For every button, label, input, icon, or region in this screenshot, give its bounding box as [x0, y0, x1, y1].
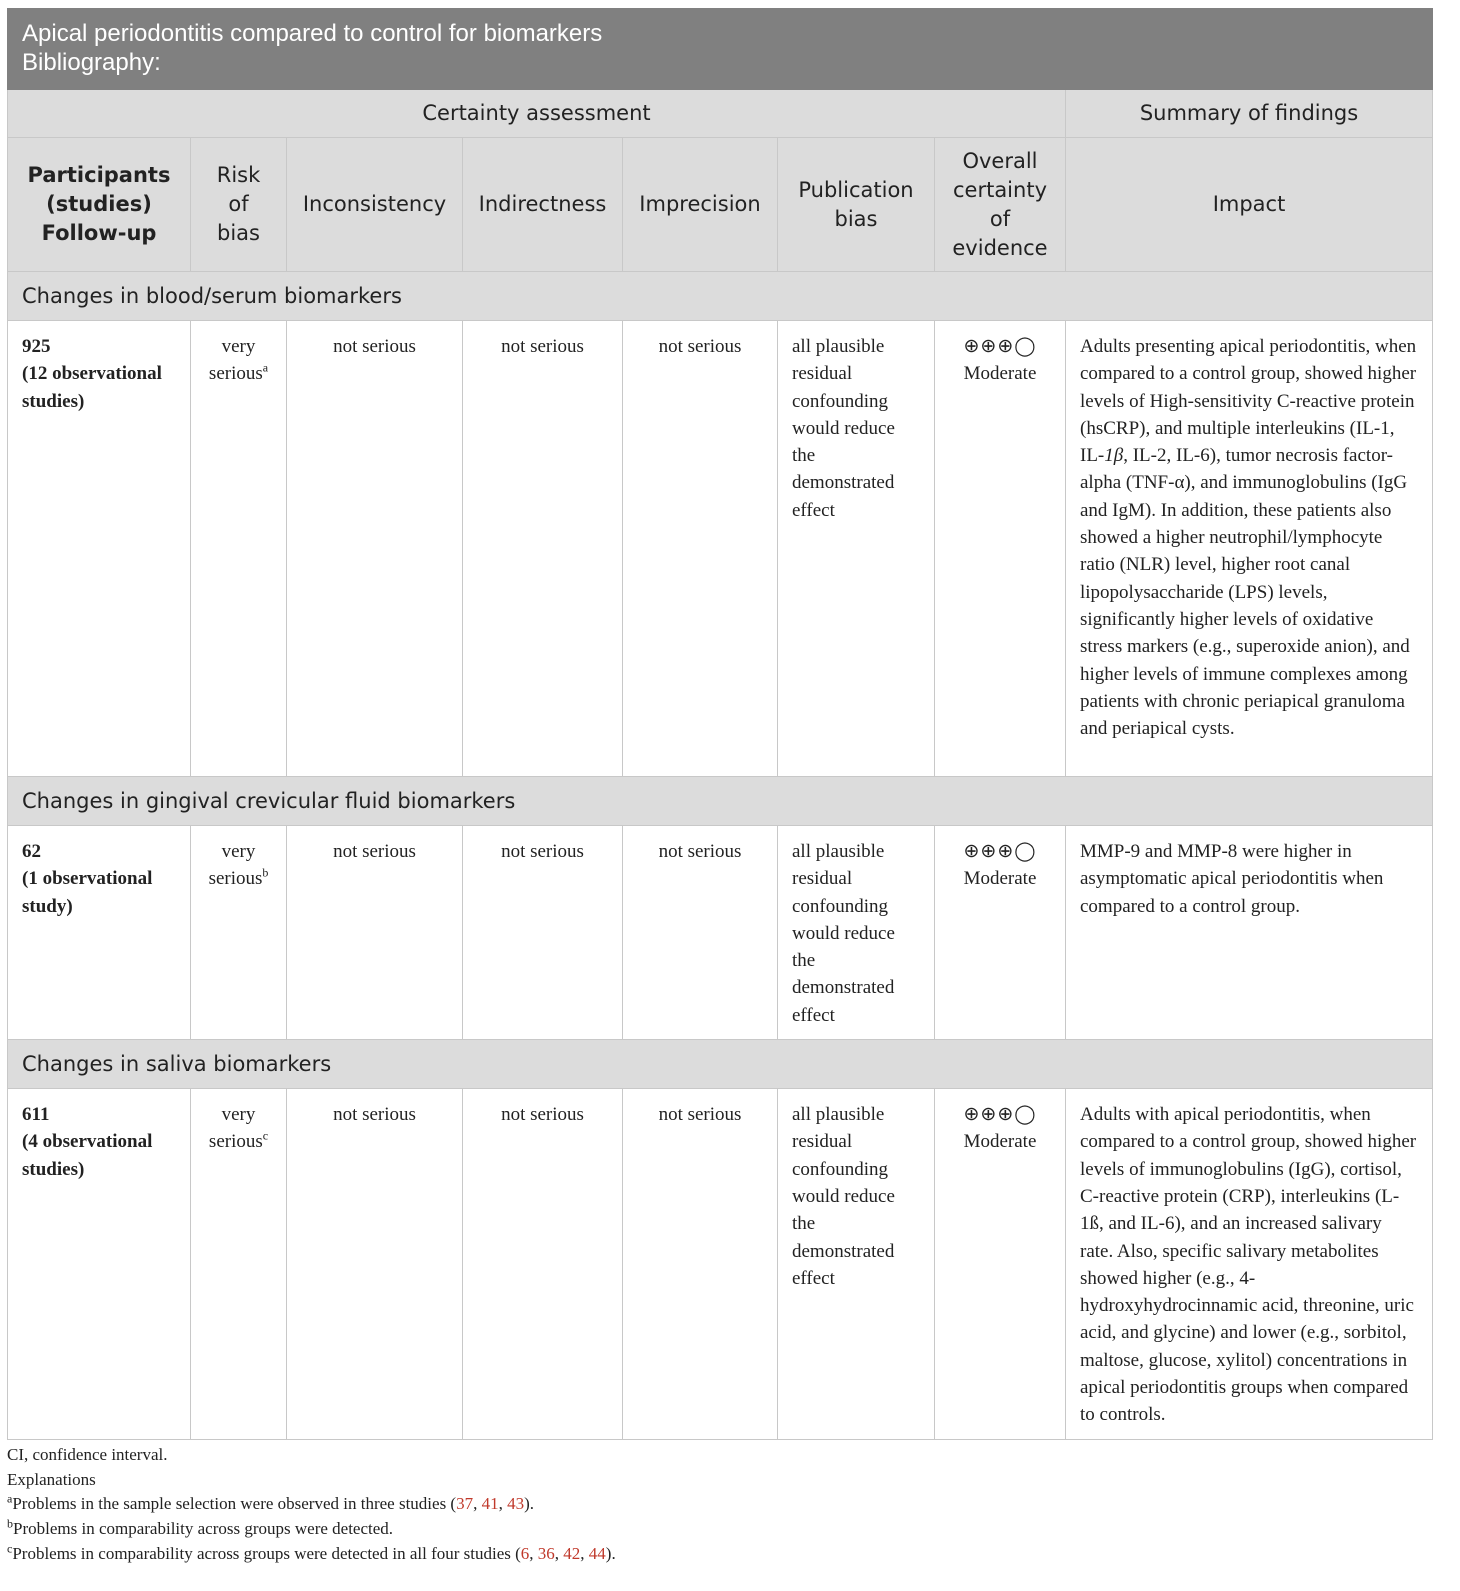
inconsistency-cell: not serious — [287, 1089, 463, 1440]
footnote-marker: c — [262, 1129, 269, 1144]
footnote-text: Problems in comparability across groups were detected in all four studies ( — [12, 1543, 521, 1563]
column-header-overall-line: evidence — [952, 235, 1048, 260]
footnote-explanations-heading: Explanations — [7, 1469, 96, 1489]
publication-bias-cell: all plausible residual confounding would reduce the demonstrated effect — [778, 826, 935, 1040]
table-title-line-1: Apical periodontitis compared to control for biomarkers — [22, 20, 603, 47]
publication-bias-cell: all plausible residual confounding would reduce the demonstrated effect — [778, 1089, 935, 1440]
column-header-risk-line: bias — [217, 221, 260, 245]
risk-of-bias-value: very serious — [208, 1104, 263, 1153]
footnote-marker: a — [262, 360, 269, 375]
reference-link[interactable]: 44 — [588, 1543, 606, 1563]
certainty-label: Moderate — [963, 363, 1037, 385]
column-header-indirectness: Indirectness — [463, 138, 623, 272]
risk-of-bias-cell — [191, 826, 287, 1040]
column-header-inconsistency: Inconsistency — [287, 138, 463, 272]
impact-cell: Adults with apical periodontitis, when compared to a control group, showed higher levels of immunoglobulins (IgG), cortisol, C-reactive protein (CRP), interleukins (L-1ß, and IL-6), and an increased salivary rate. Also, specific salivary metabolites showed higher (e.g., 4-hydroxyhydrocinnamic acid, threonine, uric acid, and glycine) and lower (e.g., sorbitol, maltose, glucose, xylitol) concentrations in apical periodontitis groups when compared to controls. — [1066, 1089, 1433, 1440]
column-header-risk-line: of — [228, 192, 249, 216]
participants-cell — [8, 321, 191, 777]
risk-of-bias-value: very serious — [208, 841, 263, 890]
publication-bias-cell: all plausible residual confounding would reduce the demonstrated effect — [778, 321, 935, 777]
indirectness-cell: not serious — [463, 826, 623, 1040]
participants-count: 611 — [22, 1104, 50, 1126]
participants-studies: (1 observational study) — [22, 868, 153, 917]
participants-count: 62 — [22, 841, 41, 862]
column-header-overall-certainty — [935, 138, 1066, 272]
group-header-summary: Summary of findings — [1066, 90, 1433, 138]
risk-of-bias-value: very serious — [208, 336, 263, 385]
inconsistency-cell: not serious — [287, 321, 463, 777]
table-row — [8, 826, 1433, 1040]
participants-cell — [8, 1089, 191, 1440]
impact-cell: MMP-9 and MMP-8 were higher in asymptomatic apical periodontitis when compared to a control group. — [1066, 826, 1433, 1040]
section-header-gingival-fluid: Changes in gingival crevicular fluid biomarkers — [8, 777, 1433, 826]
overall-certainty-cell — [935, 321, 1066, 777]
overall-certainty-cell — [935, 826, 1066, 1040]
column-header-publication-line: Publication — [798, 177, 914, 202]
risk-of-bias-cell — [191, 321, 287, 777]
impact-text: Adults presenting apical periodontitis, when compared to a control group, showed higher levels of High-sensitivity C-reactive protein (hsCRP), and multiple interleukins (IL-1, IL- — [1080, 336, 1417, 467]
reference-link[interactable]: 6 — [520, 1543, 530, 1563]
column-header-participants-line: Participants — [27, 163, 171, 187]
reference-link[interactable]: 36 — [537, 1543, 555, 1563]
risk-of-bias-cell — [191, 1089, 287, 1440]
column-header-participants-line: (studies) — [46, 192, 152, 216]
table-row — [8, 321, 1433, 777]
indirectness-cell: not serious — [463, 1089, 623, 1440]
column-header-publication-bias — [778, 138, 935, 272]
footnote-text-end: ). — [605, 1543, 616, 1563]
imprecision-cell: not serious — [623, 321, 778, 777]
participants-studies: (12 observational studies) — [22, 363, 162, 412]
indirectness-cell: not serious — [463, 321, 623, 777]
impact-text-italic: 1β — [1104, 445, 1124, 467]
table-title-line-2: Bibliography: — [22, 49, 161, 76]
participants-cell — [8, 826, 191, 1040]
table-footnotes — [7, 1443, 1432, 1567]
participants-count: 925 — [22, 336, 51, 357]
column-header-overall-line: Overall — [962, 148, 1038, 173]
footnote-marker: b — [262, 865, 269, 880]
table-row — [8, 1089, 1433, 1440]
participants-studies: (4 observational studies) — [22, 1131, 153, 1180]
column-header-risk-of-bias — [191, 138, 287, 272]
reference-link[interactable]: 41 — [481, 1494, 499, 1514]
footnote-ci: CI, confidence interval. — [7, 1445, 168, 1464]
column-header-participants-line: Follow-up — [41, 221, 157, 245]
column-header-overall-line: certainty — [952, 177, 1047, 202]
imprecision-cell: not serious — [623, 1089, 778, 1440]
group-header-certainty: Certainty assessment — [8, 90, 1066, 138]
column-header-impact: Impact — [1066, 138, 1433, 272]
section-header-saliva: Changes in saliva biomarkers — [8, 1040, 1433, 1089]
table-title — [8, 9, 1433, 90]
impact-cell — [1066, 321, 1433, 777]
section-header-blood-serum: Changes in blood/serum biomarkers — [8, 272, 1433, 321]
footnote-mark: a — [7, 1491, 13, 1506]
evidence-profile-table — [7, 8, 1433, 1440]
footnote-b — [7, 1517, 1432, 1542]
evidence-table-container — [7, 8, 1432, 1440]
overall-certainty-cell — [935, 1089, 1066, 1440]
column-header-imprecision: Imprecision — [623, 138, 778, 272]
certainty-label: Moderate — [963, 1131, 1037, 1153]
reference-link[interactable]: 43 — [507, 1494, 525, 1514]
column-header-risk-line: Risk — [216, 163, 261, 187]
inconsistency-cell: not serious — [287, 826, 463, 1040]
footnote-text: Problems in the sample selection were observed in three studies ( — [12, 1494, 457, 1514]
imprecision-cell: not serious — [623, 826, 778, 1040]
column-header-publication-line: bias — [834, 206, 878, 231]
footnote-mark: c — [7, 1541, 13, 1556]
column-header-overall-line: of — [989, 206, 1011, 231]
footnote-mark: b — [7, 1516, 13, 1531]
footnote-text-end: ). — [524, 1494, 535, 1514]
footnote-c: $^c$Problems in comparability across groups were detected in all four studies (6, 36, 42, 44). — [7, 1541, 616, 1563]
certainty-rating-icon: ⊕⊕⊕◯ — [963, 1104, 1037, 1126]
footnote-text: Problems in comparability across groups were detected. — [13, 1519, 394, 1539]
certainty-label: Moderate — [963, 868, 1037, 890]
reference-link[interactable]: 37 — [456, 1494, 474, 1514]
reference-link[interactable]: 42 — [563, 1543, 581, 1563]
footnote-a: $^a$Problems in the sample selection were observed in three studies (37, 41, 43). — [7, 1491, 535, 1514]
certainty-rating-icon: ⊕⊕⊕◯ — [963, 336, 1037, 357]
certainty-rating-icon: ⊕⊕⊕◯ — [963, 841, 1037, 862]
impact-text: , IL-2, IL-6), tumor necrosis factor-alpha (TNF-α), and immunoglobulins (IgG and IgM). In addition, these patients also showed a higher neutrophil/lymphocyte ratio (NLR) level, higher root canal lipopolysaccharide (LPS) levels, significantly higher levels of oxidative stress markers (e.g., superoxide anion), and higher levels of immune complexes among patients with chronic periapical granuloma and periapical cysts. — [1080, 445, 1410, 740]
column-header-participants — [8, 138, 191, 272]
